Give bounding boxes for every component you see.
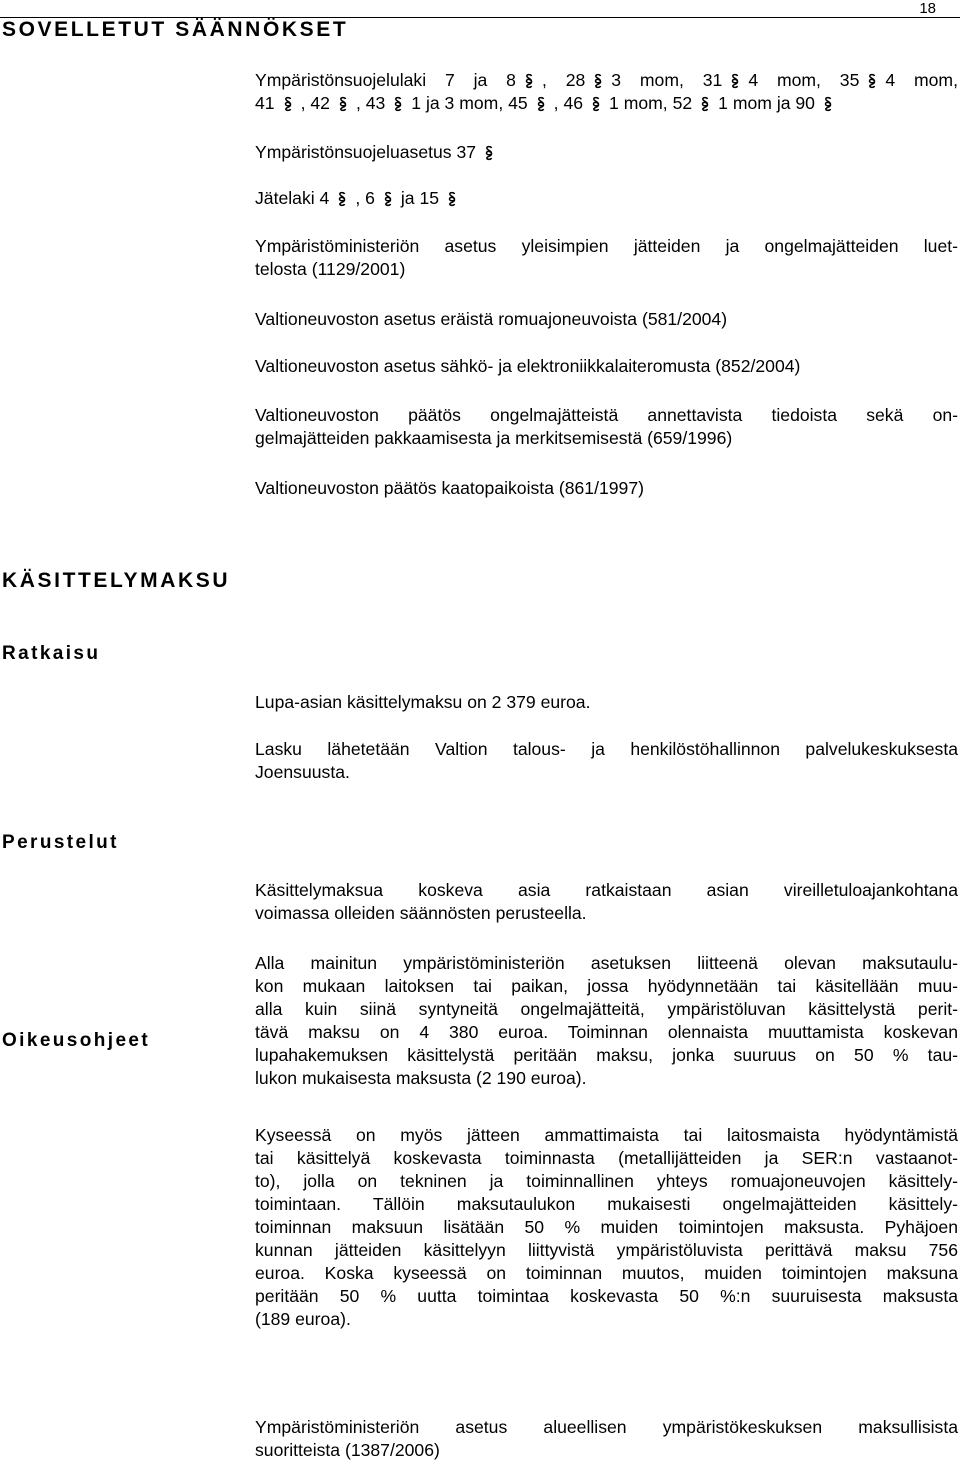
provision-landfills xyxy=(255,477,958,500)
section-heading-processing-fee: KÄSITTELYMAKSU xyxy=(2,569,231,592)
grounds-paragraph-1 xyxy=(255,879,958,925)
text-line: toimintaan. Tällöin maksutaulukon mukaisesti ongelmajätteiden käsittely- xyxy=(255,1194,958,1214)
section-sign-icon xyxy=(337,191,347,207)
legal-guidance-reference xyxy=(255,1416,958,1462)
text-line: Joensuusta. xyxy=(255,762,350,782)
provision-electronic-waste xyxy=(255,355,958,378)
provision-line: Valtioneuvoston päätös kaatopaikoista (861/1997) xyxy=(255,478,644,498)
section-sign-icon xyxy=(591,96,601,112)
text-line: Lupa-asian käsittelymaksu on 2 379 euroa. xyxy=(255,692,591,712)
text-line: Kyseessä on myös jätteen ammattimaista tai laitosmaista hyödyntämistä xyxy=(255,1125,958,1145)
text-line: suoritteista (1387/2006) xyxy=(255,1440,440,1460)
provision-line: gelmajätteiden pakkaamisesta ja merkitsemisestä (659/1996) xyxy=(255,428,733,448)
section-sign-icon xyxy=(283,96,293,112)
provision-end-of-life-vehicles xyxy=(255,308,958,331)
text-line: tai käsittelyä koskevasta toiminnasta (metallijätteiden ja SER:n vastaanot- xyxy=(255,1148,958,1168)
text-line: tävä maksu on 4 380 euroa. Toiminnan olennaista muuttamista koskevan xyxy=(255,1022,958,1042)
provision-line: Valtioneuvoston asetus eräistä romuajoneuvoista (581/2004) xyxy=(255,309,728,329)
section-sign-icon xyxy=(730,73,740,89)
subheading-decision: Ratkaisu xyxy=(2,643,101,664)
section-heading-applied-provisions: SOVELLETUT SÄÄNNÖKSET xyxy=(2,18,349,41)
text-line: lukon mukaisesta maksusta (2 190 euroa). xyxy=(255,1068,587,1088)
text-line: lupahakemuksen käsittelystä peritään maksu, jonka suuruus on 50 % tau- xyxy=(255,1045,958,1065)
section-sign-icon xyxy=(593,73,603,89)
provision-line: Ympäristönsuojeluasetus 37 xyxy=(255,141,958,164)
section-sign-icon xyxy=(383,191,393,207)
subheading-legal-guidance: Oikeusohjeet xyxy=(2,1030,151,1051)
grounds-paragraph-2 xyxy=(255,952,958,1090)
text-line: toiminnan maksuun lisätään 50 % muiden toimintojen maksusta. Pyhäjoen xyxy=(255,1217,958,1237)
provision-waste-act xyxy=(255,187,958,210)
section-sign-icon xyxy=(700,96,710,112)
text-line: (189 euroa). xyxy=(255,1309,351,1329)
section-sign-icon xyxy=(338,96,348,112)
provision-environmental-protection-decree xyxy=(255,141,958,164)
section-sign-icon xyxy=(393,96,403,112)
section-sign-icon xyxy=(867,73,877,89)
text-line: kunnan jätteiden käsittelyyn liittyvistä ympäristöluvista perittävä maksu 756 xyxy=(255,1240,958,1260)
grounds-paragraph-3 xyxy=(255,1124,958,1331)
section-sign-icon xyxy=(447,191,457,207)
decision-fee-amount xyxy=(255,691,958,714)
provision-line: Valtioneuvoston asetus sähkö- ja elektroniikkalaiteromusta (852/2004) xyxy=(255,356,801,376)
provision-line: telosta (1129/2001) xyxy=(255,259,406,279)
provision-line: Jätelaki 4 , 6 ja 15 xyxy=(255,187,958,210)
subheading-grounds: Perustelut xyxy=(2,832,119,853)
text-line: Lasku lähetetään Valtion talous- ja henkilöstöhallinnon palvelukeskuksesta xyxy=(255,739,958,759)
provision-line: Ympäristönsuojelulaki 7 ja 8 , 28 3 mom, 31 4 mom, 35 4 mom, xyxy=(255,70,958,90)
text-line: kon mukaan laitoksen tai paikan, jossa hyödynnetään tai käsitellään muu- xyxy=(255,976,958,996)
text-line: voimassa olleiden säännösten perusteella. xyxy=(255,903,587,923)
text-line: euroa. Koska kyseessä on toiminnan muutos, muiden toimintojen maksuna xyxy=(255,1263,958,1283)
provision-line: Ympäristöministeriön asetus yleisimpien jätteiden ja ongelmajätteiden luet- xyxy=(255,236,958,256)
section-sign-icon xyxy=(524,73,534,89)
text-line: Käsittelymaksua koskeva asia ratkaistaan asian vireilletuloajankohtana xyxy=(255,880,958,900)
text-line: to), jolla on tekninen ja toiminnallinen yhteys romuajoneuvojen käsittely- xyxy=(255,1171,958,1191)
text-line: Alla mainitun ympäristöministeriön asetuksen liitteenä olevan maksutaulu- xyxy=(255,953,958,973)
text-line: alla kuin siinä syntyneitä ongelmajätteitä, ympäristöluvan käsittelystä perit- xyxy=(255,999,958,1019)
provision-waste-list-decree xyxy=(255,235,958,281)
section-sign-icon xyxy=(823,96,833,112)
text-line: Ympäristöministeriön asetus alueellisen ympäristökeskuksen maksullisista xyxy=(255,1417,958,1437)
provision-hazardous-waste xyxy=(255,404,958,450)
provision-line: Valtioneuvoston päätös ongelmajätteistä annettavista tiedoista sekä on- xyxy=(255,405,958,425)
section-sign-icon xyxy=(484,145,494,161)
text-line: peritään 50 % uutta toimintaa koskevasta 50 %:n suuruisesta maksusta xyxy=(255,1286,958,1306)
provision-environmental-protection-act xyxy=(255,69,958,115)
page-number: 18 xyxy=(919,0,936,17)
provision-line: 41 , 42 , 43 1 ja 3 mom, 45 , 46 1 mom, 52 1 mom ja 90 xyxy=(255,92,958,115)
decision-invoice-note xyxy=(255,738,958,784)
section-sign-icon xyxy=(536,96,546,112)
